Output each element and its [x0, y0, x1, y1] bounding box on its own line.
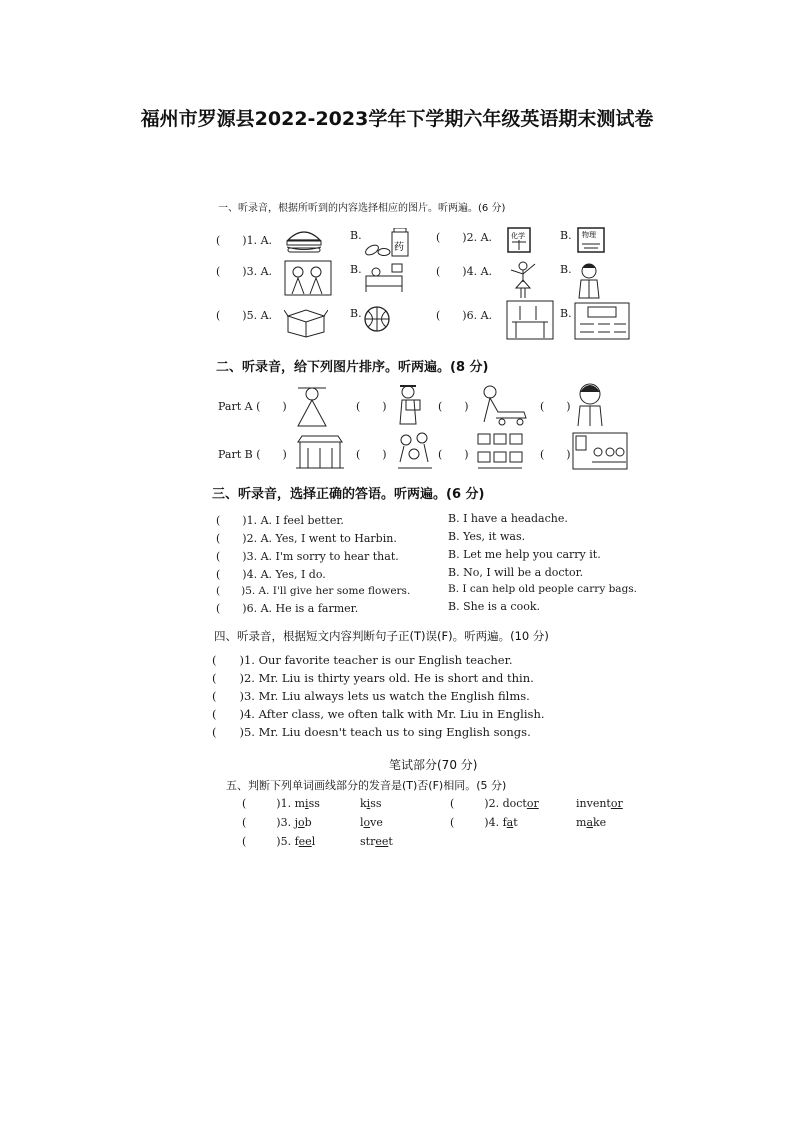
- s4-item3: ( )3. Mr. Liu always lets us watch the English films.: [212, 689, 530, 703]
- s5-item4: ( )4. fat: [450, 816, 518, 829]
- s2-part-b-label: Part B ( ): [218, 448, 287, 461]
- s3-item1-b: B. I have a headache.: [448, 512, 568, 525]
- s1-item3-b: B.: [350, 263, 362, 276]
- s5-item3-word2: love: [360, 816, 383, 829]
- s5-item1-word2: kiss: [360, 797, 382, 810]
- bride-picture: [294, 382, 330, 428]
- chemistry-book-picture: [506, 226, 532, 254]
- building-picture: [294, 432, 346, 470]
- crowd-picture: [394, 428, 436, 470]
- photographer-picture: [394, 382, 426, 426]
- s3-item5-a: ( )5. A. I'll give her some flowers.: [216, 585, 411, 597]
- s2-b-bracket-3: ( ): [438, 448, 469, 461]
- students-class-picture: [572, 432, 628, 470]
- svg-text:化学: 化学: [511, 232, 525, 240]
- svg-text:物理: 物理: [582, 231, 596, 239]
- s5-item4-word2: make: [576, 816, 607, 829]
- s3-item6-a: ( )6. A. He is a farmer.: [216, 602, 359, 615]
- s1-item1-label: ( )1. A.: [216, 234, 273, 247]
- s1-item5-label: ( )5. A.: [216, 309, 273, 322]
- s3-item2-a: ( )2. A. Yes, I went to Harbin.: [216, 532, 397, 545]
- page-title: 福州市罗源县2022-2023学年下学期六年级英语期末测试卷: [140, 108, 654, 130]
- s1-item4-label: ( )4. A.: [436, 265, 493, 278]
- s1-item2-b: B.: [560, 229, 572, 242]
- s3-item4-b: B. No, I will be a doctor.: [448, 566, 584, 579]
- s5-item1: ( )1. miss: [242, 797, 320, 810]
- worker-cart-picture: [476, 382, 530, 426]
- family-picture: [284, 260, 332, 296]
- medicine-label: 药: [394, 242, 404, 253]
- section4-heading: 四、听录音，根据短文内容判断句子正(T)误(F)。听两遍。(10 分): [214, 629, 549, 643]
- s1-item2-label: ( )2. A.: [436, 231, 493, 244]
- dancer-picture: [508, 260, 538, 300]
- s5-item3: ( )3. job: [242, 816, 312, 829]
- s2-b-bracket-2: ( ): [356, 448, 387, 461]
- s3-item4-a: ( )4. A. Yes, I do.: [216, 568, 326, 581]
- s5-item2: ( )2. doctor: [450, 797, 539, 810]
- s2-b-bracket-4: ( ): [540, 448, 571, 461]
- hamburger-picture: [284, 226, 324, 254]
- s5-item5-word2: street: [360, 835, 393, 848]
- s5-item2-word2: inventor: [576, 797, 623, 810]
- s1-item5-b: B.: [350, 307, 362, 320]
- s3-item3-a: ( )3. A. I'm sorry to hear that.: [216, 550, 399, 563]
- physics-book-picture: [576, 226, 606, 254]
- s3-item1-a: ( )1. A. I feel better.: [216, 514, 344, 527]
- section1-heading: 一、听录音，根据所听到的内容选择相应的图片。听两遍。(6 分): [218, 203, 506, 214]
- box-picture: [284, 304, 328, 338]
- s4-item2: ( )2. Mr. Liu is thirty years old. He is short and thin.: [212, 671, 534, 685]
- written-part-heading: 笔试部分(70 分): [389, 758, 478, 772]
- s1-item4-b: B.: [560, 263, 572, 276]
- boy-doctor-picture: [572, 380, 608, 426]
- s4-item5: ( )5. Mr. Liu doesn't teach us to sing English songs.: [212, 725, 531, 739]
- section2-heading: 二、听录音，给下列图片排序。听两遍。(8 分): [216, 360, 489, 375]
- s5-item5: ( )5. feel: [242, 835, 316, 848]
- s2-a-bracket-4: ( ): [540, 400, 571, 413]
- section3-heading: 三、听录音，选择正确的答语。听两遍。(6 分): [212, 487, 485, 502]
- doctor-picture: [574, 262, 604, 300]
- s4-item4: ( )4. After class, we often talk with Mr. Liu in English.: [212, 707, 545, 721]
- s3-item2-b: B. Yes, it was.: [448, 530, 526, 543]
- section5-heading: 五、判断下列单词画线部分的发音是(T)否(F)相同。(5 分): [226, 779, 507, 792]
- desks-picture: [476, 430, 524, 470]
- lab-room-picture: [506, 300, 554, 340]
- s2-a-bracket-3: ( ): [438, 400, 469, 413]
- s3-item3-b: B. Let me help you carry it.: [448, 548, 601, 561]
- basketball-picture: [362, 304, 392, 334]
- classroom-picture: [574, 302, 630, 340]
- s2-part-a-label: Part A ( ): [218, 400, 287, 413]
- sick-in-bed-picture: [362, 262, 406, 294]
- s1-item6-label: ( )6. A.: [436, 309, 493, 322]
- s1-item3-label: ( )3. A.: [216, 265, 273, 278]
- medicine-picture: [362, 228, 412, 258]
- s1-item1-b: B.: [350, 229, 362, 242]
- s3-item5-b: B. I can help old people carry bags.: [448, 583, 638, 595]
- s4-item1: ( )1. Our favorite teacher is our English teacher.: [212, 653, 513, 667]
- s2-a-bracket-2: ( ): [356, 400, 387, 413]
- s1-item6-b: B.: [560, 307, 572, 320]
- s3-item6-b: B. She is a cook.: [448, 600, 540, 613]
